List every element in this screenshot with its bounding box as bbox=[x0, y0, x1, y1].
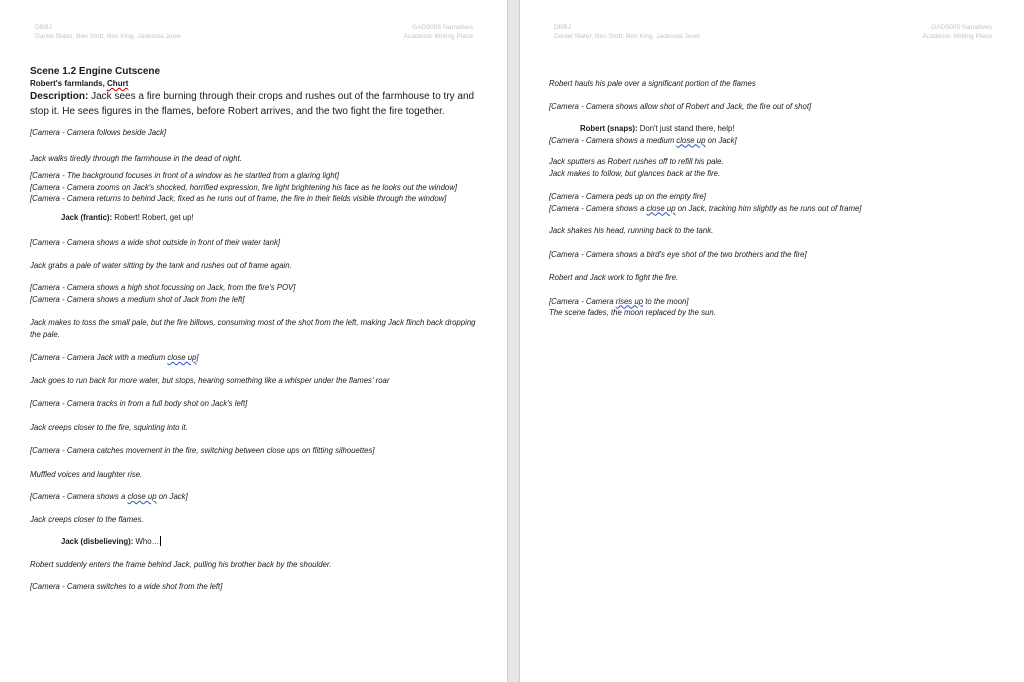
dialogue-line bbox=[30, 212, 485, 224]
speaker-name: Jack (frantic): bbox=[61, 212, 113, 222]
action-line: Robert suddenly enters the frame behind Jack, pulling his brother back by the shoulder. bbox=[30, 559, 332, 569]
header-right bbox=[403, 23, 473, 41]
action-line: Jack sputters as Robert rushes off to refill his pale. bbox=[549, 157, 724, 166]
header-group-name: DBBJ bbox=[35, 24, 52, 31]
page1-body[interactable] bbox=[30, 66, 485, 593]
page-gutter bbox=[507, 0, 520, 682]
header-authors: Daniel Slater, Ben Stott, Ben King, Jadesola Juwe bbox=[35, 33, 181, 40]
location-text: Robert's farmlands, bbox=[30, 79, 108, 88]
action-line: Robert hauls his pale over a significant portion of the flames bbox=[549, 79, 756, 88]
header-right bbox=[922, 23, 992, 41]
description-text: Jack sees a fire burning through their crops and rushes out of the farmhouse to try and stop it. He sees figures in the flames, before Robert arrives, and the two fight the fire together. bbox=[30, 91, 475, 117]
camera-direction: [Camera - Camera Jack with a medium close up] bbox=[30, 353, 199, 362]
action-line: Muffled voices and laughter rise. bbox=[30, 469, 143, 479]
camera-direction: [Camera - Camera shows a medium close up on Jack] bbox=[549, 135, 737, 145]
camera-direction: [Camera - Camera switches to a wide shot from the left] bbox=[30, 582, 223, 591]
camera-direction: [Camera - Camera shows a wide shot outside in front of their water tank] bbox=[30, 238, 281, 247]
dialogue-text: Robert! Robert, get up! bbox=[112, 212, 194, 222]
camera-direction: [Camera - Camera zooms on Jack's shocked, horrified expression, fire light brightening his face as he looks out the window] bbox=[30, 182, 458, 192]
dialogue-line bbox=[549, 123, 1009, 135]
dialogue-line bbox=[30, 536, 485, 548]
action-line: Jack makes to toss the small pale, but the fire billows, consuming most of the shot from the left, making Jack flinch back dropping the pale. bbox=[30, 318, 476, 339]
text-cursor bbox=[160, 536, 161, 546]
header-piece-type: Academic Writing Piece bbox=[922, 33, 992, 40]
grammar-flag[interactable]: rises up bbox=[615, 296, 644, 306]
document-page-2 bbox=[520, 0, 1024, 682]
header-module: GAD5005 Narratives bbox=[931, 24, 992, 31]
action-line: The scene fades, the moon replaced by the sun. bbox=[549, 308, 716, 317]
camera-direction: [Camera - Camera returns to behind Jack, fixed as he runs out of frame, the fire in their fields visible through the window] bbox=[30, 194, 447, 203]
camera-direction: [Camera - Camera shows a medium shot of Jack from the left] bbox=[30, 294, 245, 304]
header-left bbox=[554, 23, 700, 41]
action-line: Jack creeps closer to the fire, squinting into it. bbox=[30, 422, 188, 432]
action-line: Jack grabs a pale of water sitting by the tank and rushes out of frame again. bbox=[30, 260, 292, 270]
action-line: Jack makes to follow, but glances back at the fire. bbox=[549, 168, 721, 178]
speaker-name: Jack (disbelieving): bbox=[61, 537, 134, 546]
description-label: Description: bbox=[30, 91, 89, 102]
scene-title: Scene 1.2 Engine Cutscene bbox=[30, 66, 161, 77]
scene-description bbox=[30, 89, 485, 119]
camera-direction: [Camera - Camera rises up to the moon] bbox=[549, 296, 689, 306]
grammar-flag[interactable]: close up bbox=[127, 492, 157, 501]
grammar-flag[interactable]: close up bbox=[646, 203, 676, 213]
camera-direction: [Camera - Camera follows beside Jack] bbox=[30, 128, 167, 137]
header-left bbox=[35, 23, 181, 41]
camera-direction: [Camera - Camera shows a close up on Jack, tracking him slightly as he runs out of frame] bbox=[549, 203, 862, 213]
action-line: Jack goes to run back for more water, but stops, hearing something like a whisper under the flames' roar bbox=[30, 375, 390, 385]
page2-body[interactable] bbox=[549, 78, 1009, 319]
camera-direction: [Camera - Camera shows a high shot focussing on Jack, from the fire's POV] bbox=[30, 283, 296, 292]
action-line: Jack creeps closer to the flames. bbox=[30, 514, 144, 524]
header-module: GAD5005 Narratives bbox=[412, 24, 473, 31]
camera-direction: [Camera - Camera tracks in from a full body shot on Jack's left] bbox=[30, 399, 248, 408]
camera-direction: [Camera - Camera shows allow shot of Robert and Jack, the fire out of shot] bbox=[549, 101, 812, 111]
spelling-flag[interactable]: Churt bbox=[107, 79, 129, 88]
speaker-name: Robert (snaps): bbox=[580, 124, 638, 133]
scene-location bbox=[30, 78, 485, 89]
camera-direction: [Camera - Camera peds up on the empty fire] bbox=[549, 192, 706, 201]
camera-direction: [Camera - Camera catches movement in the fire, switching between close ups on flitting silhouettes] bbox=[30, 446, 375, 455]
grammar-flag[interactable]: close up bbox=[167, 353, 197, 362]
dialogue-text: Who… bbox=[133, 537, 160, 546]
camera-direction: [Camera - Camera shows a bird's eye shot of the two brothers and the fire] bbox=[549, 249, 807, 259]
header-group-name: DBBJ bbox=[554, 24, 571, 31]
action-line: Robert and Jack work to fight the fire. bbox=[549, 273, 679, 282]
camera-direction: [Camera - Camera shows a close up on Jack] bbox=[30, 492, 188, 501]
action-line: Jack walks tiredly through the farmhouse in the dead of night. bbox=[30, 153, 242, 163]
grammar-flag[interactable]: close up bbox=[676, 135, 706, 145]
action-line: Jack shakes his head, running back to the tank. bbox=[549, 226, 714, 235]
header-piece-type: Academic Writing Piece bbox=[403, 33, 473, 40]
camera-direction: [Camera - The background focuses in front of a window as he startled from a glaring light] bbox=[30, 171, 339, 180]
document-page-1 bbox=[0, 0, 507, 682]
dialogue-text: Don't just stand there, help! bbox=[637, 124, 735, 133]
header-authors: Daniel Slater, Ben Stott, Ben King, Jadesola Juwe bbox=[554, 33, 700, 40]
